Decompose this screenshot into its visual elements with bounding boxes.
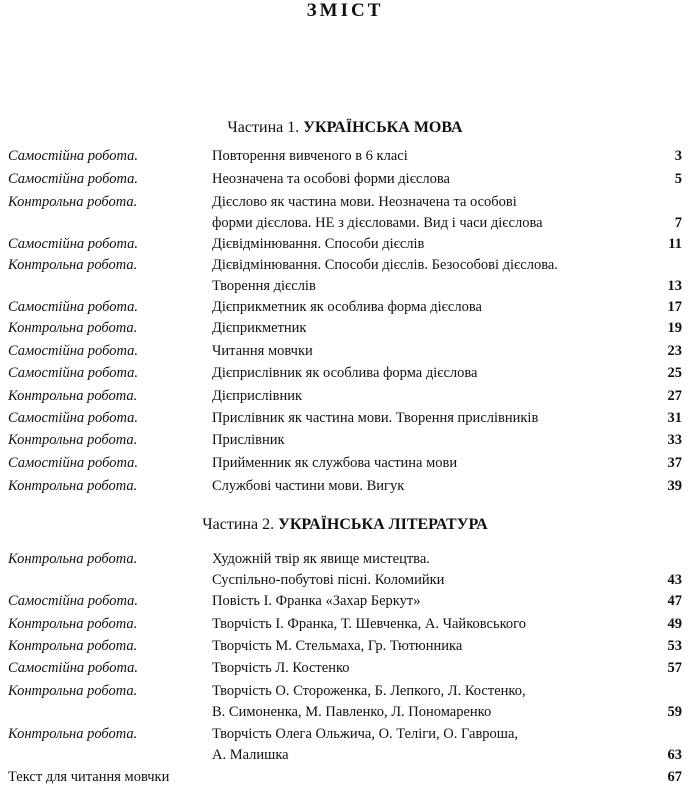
toc-entry-title: [212, 318, 652, 339]
page-title: ЗМІСТ: [306, 0, 384, 21]
toc-entry-title: Текст для читання мовчки: [8, 769, 170, 785]
toc-entry-page: 57: [667, 660, 682, 676]
toc-entry-title-line: Службові частини мови. Вигук: [212, 478, 405, 494]
part-1-prefix: Частина 1.: [227, 119, 300, 136]
toc-entry-type: Самостійна робота.: [8, 660, 138, 676]
toc-entry-title: [212, 549, 652, 591]
toc-entry-type: Самостійна робота.: [8, 455, 138, 471]
toc-entry-title: [212, 146, 652, 167]
toc-entry-title-line: Дієслово як частина мови. Неозначена та особові: [212, 194, 517, 210]
toc-entry-title: [212, 476, 652, 497]
toc-entry-title-line: Повторення вивченого в 6 класі: [212, 148, 408, 164]
toc-entry-type: Контрольна робота.: [8, 616, 138, 632]
toc-entry-page: 63: [667, 747, 682, 763]
toc-entry-title-line: Художній твір як явище мистецтва.: [212, 551, 430, 567]
toc-entry-page: 47: [667, 593, 682, 609]
toc-entry-title: [212, 724, 652, 766]
toc-entry-type: Контрольна робота.: [8, 551, 138, 567]
toc-entry-title-line: Творчість О. Стороженка, Б. Лепкого, Л. Костенко,: [212, 683, 526, 699]
toc-entry-type: Самостійна робота.: [8, 593, 138, 609]
toc-entry-page: 3: [674, 148, 682, 164]
toc-entry-type: Самостійна робота.: [8, 171, 138, 187]
toc-entry-page: 37: [667, 455, 682, 471]
toc-entry-title-line: Дієприкметник як особлива форма дієслова: [212, 299, 482, 315]
part-2-name: УКРАЇНСЬКА ЛІТЕРАТУРА: [278, 516, 488, 533]
toc-entry-title-line: Дієприслівник як особлива форма дієслова: [212, 365, 478, 381]
toc-entry-type: Самостійна робота.: [8, 365, 138, 381]
toc-entry-page: 13: [667, 278, 682, 294]
toc-entry-title: [212, 591, 652, 612]
toc-entry-page: 25: [667, 365, 682, 381]
toc-entry-title: [212, 192, 652, 234]
toc-entry-title-line: Прийменник як службова частина мови: [212, 455, 458, 471]
toc-entry-title-line: Повість І. Франка «Захар Беркут»: [212, 593, 421, 609]
toc-entry-type: Контрольна робота.: [8, 478, 138, 494]
toc-entry-title: [212, 453, 652, 474]
toc-entry-title-line: Творчість Олега Ольжича, О. Теліги, О. Гавроша,: [212, 726, 519, 742]
toc-entry-title-line: Творення дієслів: [212, 278, 316, 294]
toc-entry-type: Контрольна робота.: [8, 194, 138, 210]
toc-entry-type: Самостійна робота.: [8, 299, 138, 315]
part-2-heading: [0, 516, 690, 534]
toc-entry-page: 11: [668, 236, 682, 252]
toc-entry-title-line: В. Симоненка, М. Павленко, Л. Пономаренко: [212, 704, 492, 720]
part-1-name: УКРАЇНСЬКА МОВА: [303, 119, 463, 136]
toc-entry-page: 7: [674, 215, 682, 231]
toc-entry-title-line: Творчість М. Стельмаха, Гр. Тютюнника: [212, 638, 463, 654]
toc-entry-title: [212, 614, 652, 635]
toc-entry-type: Самостійна робота.: [8, 236, 138, 252]
toc-entry-title-line: Неозначена та особові форми дієслова: [212, 171, 450, 187]
toc-entry-title: [212, 341, 652, 362]
toc-entry-title: [212, 408, 652, 429]
toc-entry-title-line: Читання мовчки: [212, 343, 313, 359]
toc-entry-type: Контрольна робота.: [8, 432, 138, 448]
toc-entry-title: [212, 430, 652, 451]
toc-entry-type: Контрольна робота.: [8, 388, 138, 404]
toc-entry-page: 17: [667, 299, 682, 315]
toc-entry-title-line: Дієвідмінювання. Способи дієслів: [212, 236, 425, 252]
toc-entry-page: 67: [667, 769, 682, 785]
toc-entry-title: [212, 636, 652, 657]
toc-entry-title-line: Прислівник як частина мови. Творення прислівників: [212, 410, 539, 426]
toc-entry-title-line: Дієприслівник: [212, 388, 303, 404]
toc-entry-page: 19: [667, 320, 682, 336]
toc-entry-title-line: Творчість Л. Костенко: [212, 660, 350, 676]
part-2-prefix: Частина 2.: [202, 516, 275, 533]
toc-entry-title: [212, 234, 652, 255]
toc-entry-type: Контрольна робота.: [8, 257, 138, 273]
toc-entry-title-line: форми дієслова. НЕ з дієсловами. Вид і часи дієслова: [212, 215, 543, 231]
toc-entry-type: Контрольна робота.: [8, 320, 138, 336]
toc-entry-type: Самостійна робота.: [8, 410, 138, 426]
toc-entry-page: 43: [667, 572, 682, 588]
toc-entry-type: Контрольна робота.: [8, 726, 138, 742]
toc-entry-page: 23: [667, 343, 682, 359]
toc-entry-title-line: Суспільно-побутові пісні. Коломийки: [212, 572, 445, 588]
toc-entry-page: 53: [667, 638, 682, 654]
toc-entry-title: [212, 169, 652, 190]
toc-entry-page: 5: [674, 171, 682, 187]
toc-entry-title: [212, 297, 652, 318]
toc-entry-title: [212, 363, 652, 384]
toc-entry-type: Самостійна робота.: [8, 343, 138, 359]
toc-entry-title-line: Прислівник: [212, 432, 285, 448]
toc-entry-page: 31: [667, 410, 682, 426]
toc-entry-page: 33: [667, 432, 682, 448]
toc-entry-title: [212, 681, 652, 723]
toc-entry-title: [212, 386, 652, 407]
toc-entry-title-line: Творчість І. Франка, Т. Шевченка, А. Чайковського: [212, 616, 526, 632]
toc-entry-page: 49: [667, 616, 682, 632]
toc-entry-title-line: А. Малишка: [212, 747, 289, 763]
part-1-heading: [0, 119, 690, 137]
toc-entry-title-line: Дієприкметник: [212, 320, 307, 336]
toc-entry-title-line: Дієвідмінювання. Способи дієслів. Безособові дієслова.: [212, 257, 558, 273]
toc-entry-title: [212, 255, 652, 297]
toc-entry-type: Контрольна робота.: [8, 638, 138, 654]
toc-entry-type: Самостійна робота.: [8, 148, 138, 164]
toc-entry-type: Контрольна робота.: [8, 683, 138, 699]
toc-entry-title: [212, 658, 652, 679]
toc-entry-page: 27: [667, 388, 682, 404]
toc-entry-page: 39: [667, 478, 682, 494]
toc-entry-page: 59: [667, 704, 682, 720]
